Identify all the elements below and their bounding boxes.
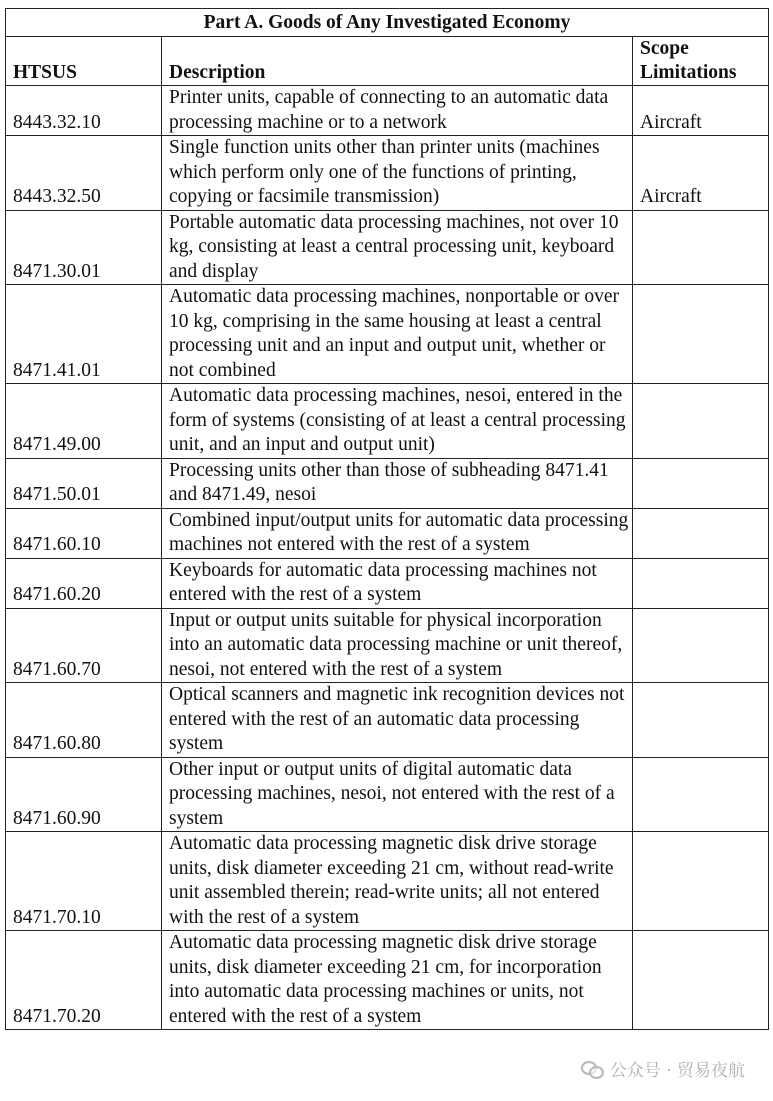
table-row [6, 832, 769, 931]
htsus-code: 8471.41.01 [6, 285, 162, 384]
htsus-code: 8443.32.10 [6, 86, 162, 136]
htsus-code: 8471.50.01 [6, 458, 162, 508]
htsus-code: 8471.70.10 [6, 832, 162, 931]
table-row [6, 558, 769, 608]
htsus-code: 8443.32.50 [6, 136, 162, 211]
part-title-row [6, 9, 769, 37]
table-row [6, 931, 769, 1030]
htsus-code: 8471.60.80 [6, 683, 162, 758]
description-cell: Other input or output units of digital automatic data processing machines, nesoi, not entered with the rest of a system [162, 757, 633, 832]
htsus-code: 8471.60.70 [6, 608, 162, 683]
header-scope-limitations: Scope Limitations [633, 37, 769, 86]
goods-table [5, 8, 769, 1030]
scope-cell [633, 832, 769, 931]
scope-cell [633, 608, 769, 683]
scope-cell [633, 757, 769, 832]
htsus-code: 8471.30.01 [6, 210, 162, 285]
description-cell: Keyboards for automatic data processing machines not entered with the rest of a system [162, 558, 633, 608]
scope-cell [633, 210, 769, 285]
description-cell: Single function units other than printer units (machines which perform only one of the functions of printing, copying or facsimile transmission) [162, 136, 633, 211]
table-row [6, 86, 769, 136]
table-row [6, 136, 769, 211]
description-cell: Portable automatic data processing machines, not over 10 kg, consisting at least a central processing unit, keyboard and display [162, 210, 633, 285]
wechat-icon [581, 1060, 603, 1078]
description-cell: Automatic data processing machines, nonportable or over 10 kg, comprising in the same housing at least a central processing unit and an input and output unit, whether or not combined [162, 285, 633, 384]
description-cell: Processing units other than those of subheading 8471.41 and 8471.49, nesoi [162, 458, 633, 508]
description-cell: Automatic data processing magnetic disk drive storage units, disk diameter exceeding 21 cm, without read-write unit assembled therein; read-write units; all not entered with the rest of a system [162, 832, 633, 931]
header-row [6, 37, 769, 86]
description-cell: Automatic data processing magnetic disk drive storage units, disk diameter exceeding 21 cm, for incorporation into automatic data processing machines or units, not entered with the rest of a system [162, 931, 633, 1030]
table-row [6, 608, 769, 683]
scope-cell [633, 458, 769, 508]
htsus-code: 8471.60.20 [6, 558, 162, 608]
htsus-code: 8471.70.20 [6, 931, 162, 1030]
watermark [575, 1054, 751, 1083]
header-description: Description [162, 37, 633, 86]
header-htsus: HTSUS [6, 37, 162, 86]
scope-cell [633, 683, 769, 758]
scope-cell [633, 285, 769, 384]
part-title: Part A. Goods of Any Investigated Economy [6, 9, 769, 37]
htsus-code: 8471.60.90 [6, 757, 162, 832]
description-cell: Combined input/output units for automatic data processing machines not entered with the rest of a system [162, 508, 633, 558]
scope-cell [633, 508, 769, 558]
htsus-code: 8471.60.10 [6, 508, 162, 558]
table-row [6, 210, 769, 285]
table-row [6, 508, 769, 558]
description-cell: Printer units, capable of connecting to an automatic data processing machine or to a network [162, 86, 633, 136]
table-row [6, 285, 769, 384]
scope-cell: Aircraft [633, 136, 769, 211]
watermark-text: 公众号 · 贸易夜航 [609, 1061, 745, 1081]
description-cell: Automatic data processing machines, nesoi, entered in the form of systems (consisting of at least a central processing unit, and an input and output unit) [162, 384, 633, 459]
description-cell: Input or output units suitable for physical incorporation into an automatic data processing machine or unit thereof, nesoi, not entered with the rest of a system [162, 608, 633, 683]
table-row [6, 683, 769, 758]
scope-cell [633, 558, 769, 608]
description-cell: Optical scanners and magnetic ink recognition devices not entered with the rest of an automatic data processing system [162, 683, 633, 758]
scope-cell [633, 384, 769, 459]
table-row [6, 458, 769, 508]
scope-cell [633, 931, 769, 1030]
scope-cell: Aircraft [633, 86, 769, 136]
table-row [6, 384, 769, 459]
table-row [6, 757, 769, 832]
htsus-code: 8471.49.00 [6, 384, 162, 459]
